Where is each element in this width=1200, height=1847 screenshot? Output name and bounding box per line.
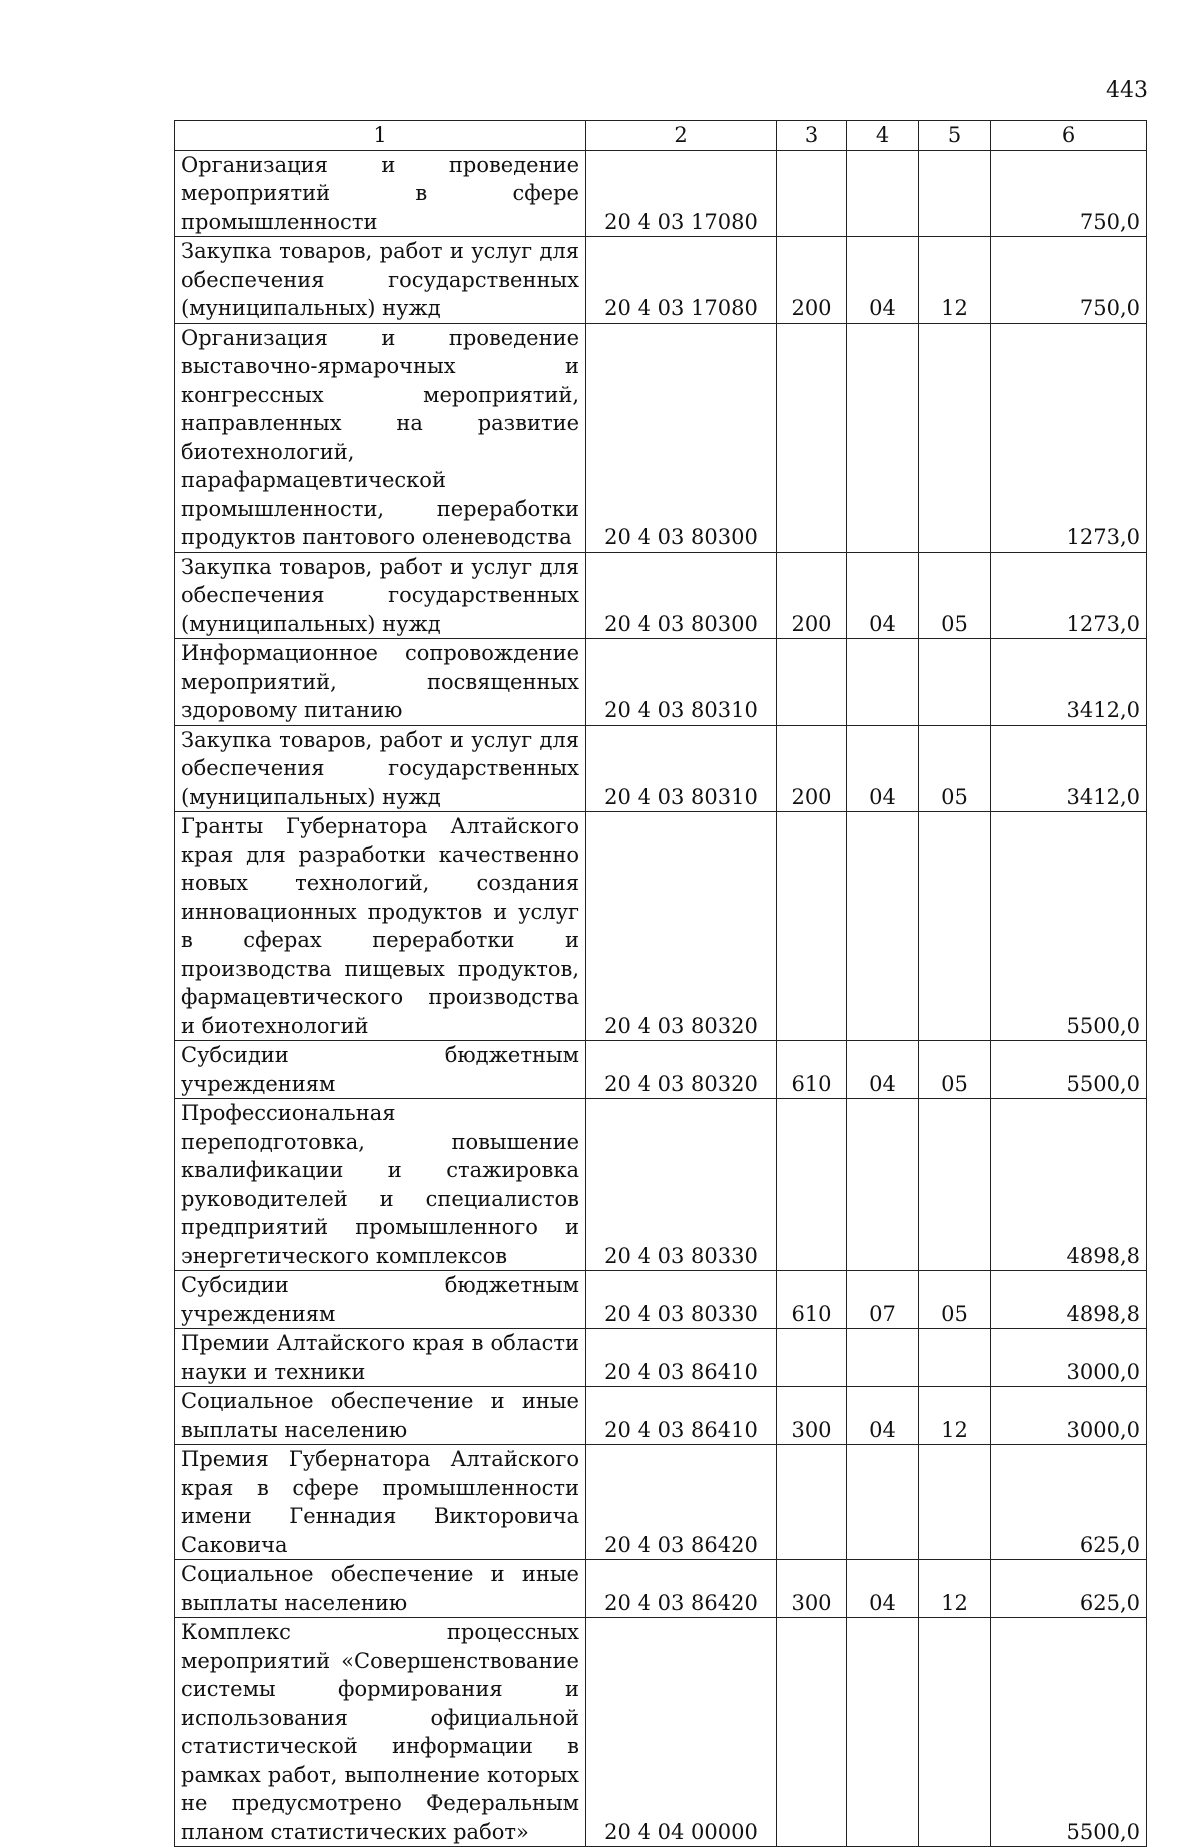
table-row [175, 237, 1147, 324]
item-subsection [919, 1618, 991, 1847]
item-sum: 4898,8 [991, 1099, 1147, 1271]
page-number: 443 [1106, 78, 1148, 103]
item-subsection [919, 812, 991, 1041]
item-code: 20 4 03 80300 [586, 323, 777, 552]
item-sum: 750,0 [991, 237, 1147, 324]
item-expense-type [777, 150, 847, 237]
item-name: Субсидии бюджетным учреждениям [175, 1271, 586, 1329]
item-code: 20 4 03 17080 [586, 237, 777, 324]
column-header: 3 [777, 121, 847, 151]
item-subsection [919, 323, 991, 552]
item-subsection: 12 [919, 1387, 991, 1445]
item-expense-type [777, 1445, 847, 1560]
item-name: Премия Губернатора Алтайского края в сфере промышленности имени Геннадия Викторовича Саковича [175, 1445, 586, 1560]
item-sum: 1273,0 [991, 552, 1147, 639]
column-header: 2 [586, 121, 777, 151]
item-expense-type [777, 323, 847, 552]
table-row [175, 323, 1147, 552]
item-sum: 5500,0 [991, 1041, 1147, 1099]
item-subsection: 05 [919, 1271, 991, 1329]
item-expense-type [777, 1329, 847, 1387]
column-header: 6 [991, 121, 1147, 151]
item-name: Организация и проведение выставочно-ярмарочных и конгрессных мероприятий, направленных на развитие биотехнологий, парафармацевтической промышленности, переработки продуктов пантового оленеводства [175, 323, 586, 552]
item-code: 20 4 03 80320 [586, 812, 777, 1041]
item-subsection [919, 150, 991, 237]
item-name: Закупка товаров, работ и услуг для обеспечения государственных (муниципальных) нужд [175, 237, 586, 324]
item-subsection [919, 1329, 991, 1387]
item-section [847, 1618, 919, 1847]
table-row [175, 1387, 1147, 1445]
item-code: 20 4 03 17080 [586, 150, 777, 237]
item-sum: 750,0 [991, 150, 1147, 237]
item-sum: 3000,0 [991, 1329, 1147, 1387]
item-section [847, 323, 919, 552]
item-code: 20 4 03 86420 [586, 1560, 777, 1618]
table-row [175, 1041, 1147, 1099]
item-name: Гранты Губернатора Алтайского края для разработки качественно новых технологий, создания инновационных продуктов и услуг в сферах переработки и производства пищевых продуктов, фармацевтического производства и биотехнологий [175, 812, 586, 1041]
item-code: 20 4 04 00000 [586, 1618, 777, 1847]
item-expense-type: 300 [777, 1560, 847, 1618]
item-expense-type: 610 [777, 1271, 847, 1329]
item-sum: 3412,0 [991, 639, 1147, 726]
table-row [175, 1560, 1147, 1618]
item-sum: 1273,0 [991, 323, 1147, 552]
item-code: 20 4 03 80320 [586, 1041, 777, 1099]
item-expense-type [777, 1099, 847, 1271]
item-expense-type [777, 812, 847, 1041]
table-row [175, 552, 1147, 639]
item-expense-type: 300 [777, 1387, 847, 1445]
table-row [175, 812, 1147, 1041]
item-section [847, 1329, 919, 1387]
table-row [175, 725, 1147, 812]
item-subsection [919, 1099, 991, 1271]
item-code: 20 4 03 80310 [586, 639, 777, 726]
item-expense-type: 200 [777, 552, 847, 639]
item-name: Премии Алтайского края в области науки и техники [175, 1329, 586, 1387]
item-subsection: 12 [919, 1560, 991, 1618]
item-name: Социальное обеспечение и иные выплаты населению [175, 1560, 586, 1618]
table-row [175, 150, 1147, 237]
item-expense-type: 610 [777, 1041, 847, 1099]
item-subsection: 12 [919, 237, 991, 324]
item-section [847, 1099, 919, 1271]
item-expense-type: 200 [777, 725, 847, 812]
item-expense-type [777, 639, 847, 726]
column-header: 1 [175, 121, 586, 151]
item-expense-type: 200 [777, 237, 847, 324]
item-name: Социальное обеспечение и иные выплаты населению [175, 1387, 586, 1445]
column-header: 4 [847, 121, 919, 151]
item-section: 04 [847, 237, 919, 324]
table-row [175, 1271, 1147, 1329]
item-code: 20 4 03 80300 [586, 552, 777, 639]
item-sum: 3000,0 [991, 1387, 1147, 1445]
item-section [847, 150, 919, 237]
item-subsection: 05 [919, 725, 991, 812]
item-section: 04 [847, 1041, 919, 1099]
item-name: Организация и проведение мероприятий в сфере промышленности [175, 150, 586, 237]
item-sum: 5500,0 [991, 812, 1147, 1041]
table-row [175, 1445, 1147, 1560]
item-code: 20 4 03 80310 [586, 725, 777, 812]
item-section: 04 [847, 1560, 919, 1618]
table-row [175, 1618, 1147, 1847]
item-sum: 3412,0 [991, 725, 1147, 812]
item-section: 04 [847, 552, 919, 639]
item-section: 04 [847, 725, 919, 812]
item-name: Закупка товаров, работ и услуг для обеспечения государственных (муниципальных) нужд [175, 725, 586, 812]
item-sum: 625,0 [991, 1445, 1147, 1560]
item-code: 20 4 03 86410 [586, 1329, 777, 1387]
item-sum: 5500,0 [991, 1618, 1147, 1847]
item-subsection [919, 1445, 991, 1560]
item-name: Профессиональная переподготовка, повышение квалификации и стажировка руководителей и специалистов предприятий промышленного и энергетического комплексов [175, 1099, 586, 1271]
item-subsection: 05 [919, 1041, 991, 1099]
item-subsection: 05 [919, 552, 991, 639]
item-name: Комплекс процессных мероприятий «Совершенствование системы формирования и использования официальной статистической информации в рамках работ, выполнение которых не предусмотрено Федеральным планом статистических работ» [175, 1618, 586, 1847]
item-section: 07 [847, 1271, 919, 1329]
item-sum: 4898,8 [991, 1271, 1147, 1329]
table-body [175, 150, 1147, 1847]
item-code: 20 4 03 80330 [586, 1271, 777, 1329]
header-row [175, 121, 1147, 151]
table-row [175, 639, 1147, 726]
column-header: 5 [919, 121, 991, 151]
item-code: 20 4 03 80330 [586, 1099, 777, 1271]
item-section [847, 639, 919, 726]
item-name: Закупка товаров, работ и услуг для обеспечения государственных (муниципальных) нужд [175, 552, 586, 639]
item-section [847, 1445, 919, 1560]
table-row [175, 1099, 1147, 1271]
item-section: 04 [847, 1387, 919, 1445]
item-name: Информационное сопровождение мероприятий, посвященных здоровому питанию [175, 639, 586, 726]
item-code: 20 4 03 86410 [586, 1387, 777, 1445]
budget-table [174, 120, 1147, 1847]
item-sum: 625,0 [991, 1560, 1147, 1618]
table-row [175, 1329, 1147, 1387]
item-subsection [919, 639, 991, 726]
item-code: 20 4 03 86420 [586, 1445, 777, 1560]
item-section [847, 812, 919, 1041]
item-name: Субсидии бюджетным учреждениям [175, 1041, 586, 1099]
item-expense-type [777, 1618, 847, 1847]
